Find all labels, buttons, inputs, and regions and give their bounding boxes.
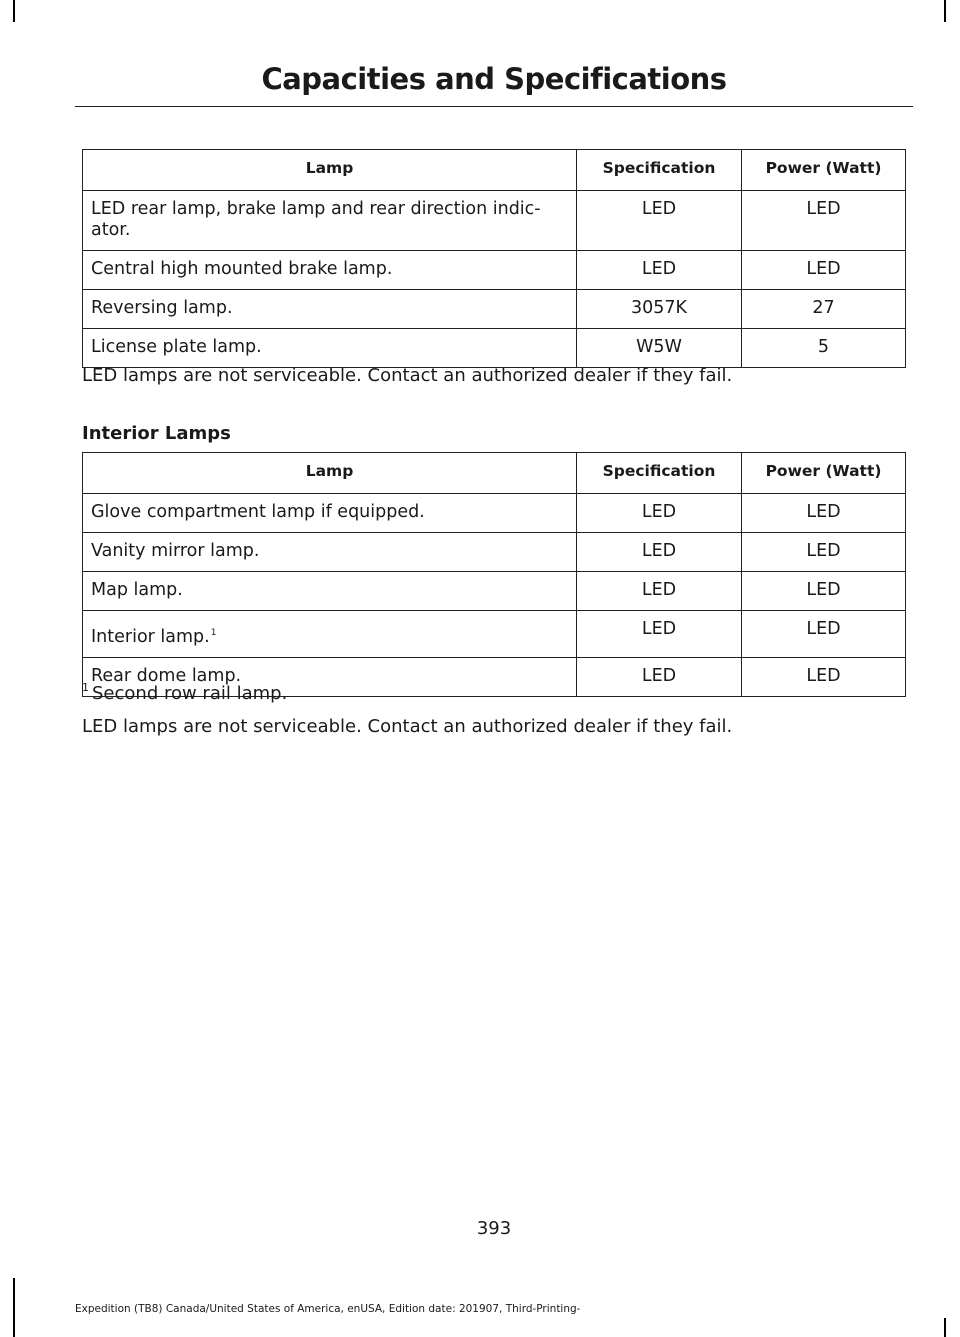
section-heading-interior-lamps: Interior Lamps: [82, 423, 231, 444]
column-header-power: Power (Watt): [742, 453, 906, 494]
power-cell: LED: [742, 572, 906, 611]
crop-mark: [13, 1278, 15, 1337]
page-number: 393: [476, 1218, 512, 1239]
exterior-note: LED lamps are not serviceable. Contact an authorized dealer if they fail.: [82, 365, 733, 386]
table-row: [83, 572, 906, 611]
table-row: [83, 290, 906, 329]
table-row: [83, 329, 906, 368]
crop-mark: [944, 0, 946, 22]
lamp-cell: Glove compartment lamp if equipped.: [83, 494, 577, 533]
spec-cell: LED: [577, 494, 742, 533]
lamp-cell: Interior lamp.$^1$: [83, 611, 577, 658]
lamp-cell: Central high mounted brake lamp.: [83, 251, 577, 290]
title-divider: [75, 106, 913, 107]
power-cell: 27: [742, 290, 906, 329]
table-row: [83, 611, 906, 658]
footnote: [82, 683, 287, 704]
crop-mark: [13, 0, 15, 22]
footnote-text: Second row rail lamp.: [92, 683, 288, 704]
spec-cell: 3057K: [577, 290, 742, 329]
column-header-lamp: Lamp: [83, 150, 577, 191]
power-cell: LED: [742, 611, 906, 658]
table-header-row: [83, 453, 906, 494]
table-row: [83, 494, 906, 533]
lamp-cell: Reversing lamp.: [83, 290, 577, 329]
table-row: [83, 191, 906, 251]
lamp-cell: Rear dome lamp.: [83, 658, 577, 697]
page-title: Capacities and Specifications: [261, 62, 727, 96]
spec-cell: LED: [577, 572, 742, 611]
power-cell: LED: [742, 494, 906, 533]
power-cell: LED: [742, 533, 906, 572]
lamp-cell: LED rear lamp, brake lamp and rear direction indic- ator.: [83, 191, 577, 251]
lamp-cell: Vanity mirror lamp.: [83, 533, 577, 572]
crop-mark: [944, 1318, 946, 1337]
column-header-power: Power (Watt): [742, 150, 906, 191]
exterior-lamps-table: [82, 149, 906, 368]
footnote-ref: 1: [210, 628, 217, 638]
lamp-cell: Map lamp.: [83, 572, 577, 611]
power-cell: LED: [742, 658, 906, 697]
spec-cell: LED: [577, 533, 742, 572]
spec-cell: W5W: [577, 329, 742, 368]
column-header-specification: Specification: [577, 150, 742, 191]
lamp-cell: License plate lamp.: [83, 329, 577, 368]
column-header-lamp: Lamp: [83, 453, 577, 494]
interior-lamps-table: [82, 452, 906, 697]
table-row: [83, 251, 906, 290]
table-header-row: [83, 150, 906, 191]
spec-cell: LED: [577, 191, 742, 251]
power-cell: LED: [742, 191, 906, 251]
table-row: [83, 533, 906, 572]
column-header-specification: Specification: [577, 453, 742, 494]
spec-cell: LED: [577, 251, 742, 290]
power-cell: LED: [742, 251, 906, 290]
spec-cell: LED: [577, 658, 742, 697]
spec-cell: LED: [577, 611, 742, 658]
power-cell: 5: [742, 329, 906, 368]
footnote-number: 1: [82, 681, 89, 694]
interior-note: LED lamps are not serviceable. Contact an authorized dealer if they fail.: [82, 716, 733, 737]
edition-info: Expedition (TB8) Canada/United States of America, enUSA, Edition date: 201907, Third-Printing-: [75, 1303, 581, 1315]
